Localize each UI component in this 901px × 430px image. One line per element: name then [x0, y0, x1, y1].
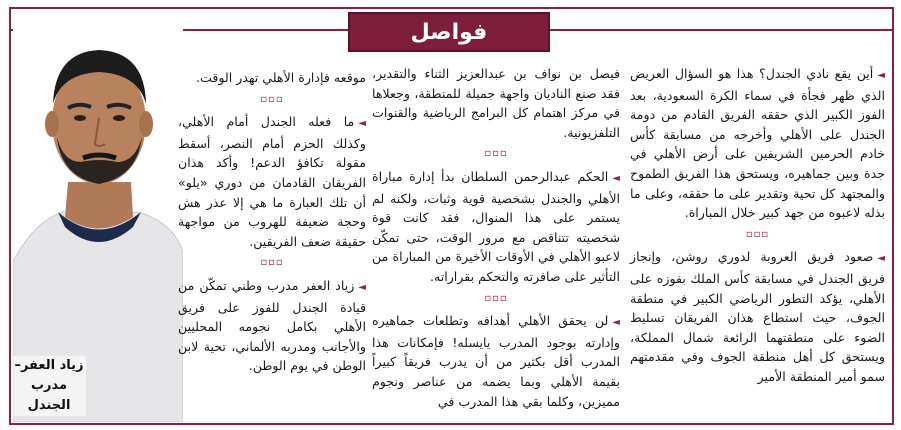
paragraph-text: الحكم عبدالرحمن السلطان بدأ إدارة مباراة الأهلي والجندل بشخصية قوية وثبات، ولكنه لم يستمر على هذا المنوال، فقد كانت قوة شخصيته تتناقص مع مرور الوقت، حتى تمكّن لاعبو الأهلي في الأوقات الأخيرة من المباراة من التأثير على صافرته والتحكم بقراراته.: [372, 168, 620, 284]
paragraph: [630, 247, 885, 386]
title-rule-right: [546, 29, 892, 31]
paragraph-text: موقعه فإدارة الأهلي تهدر الوقت.: [196, 70, 366, 85]
paragraph-text: فيصل بن نواف بن عبدالعزيز الثناء والتقدير، فقد صنع الناديان واجهة جميلة للمنطقة، وجعلاها في مركز اهتمام كل البرامج الرياضية والقنوات التلفزيونية.: [372, 66, 620, 140]
paragraph: [372, 64, 620, 142]
separator: ▫▫▫: [484, 148, 508, 160]
bullet-icon: ◄: [612, 317, 620, 329]
paragraph: [178, 276, 366, 376]
paragraph-text: أين يقع نادي الجندل؟ هذا هو السؤال العريض الذي ظهر فجأة في سماء الكرة السعودية، بعد الفوز الكبير الذي حققه الفريق القادم من دومة الجندل على الأهلي وأخرجه من مسابقة كأس خادم الحرمين الشريفين على أرض الأهلي في جدة وبين جماهيره، ويستحق هذا الفريق الطموح والمجتهد كل تحية وتقدير على ما حققه، وعلى ما بذله لاعبوه من جهد كبير خلال المباراة.: [630, 66, 885, 221]
caption-role: مدرب الجندل: [27, 378, 71, 413]
separator: ▫▫▫: [260, 257, 284, 269]
paragraph: [372, 311, 620, 411]
column-left: [178, 68, 366, 376]
column-right: [630, 64, 885, 387]
bullet-icon: ◄: [877, 70, 885, 81]
separator: ▫▫▫: [745, 228, 770, 240]
column-middle: [372, 64, 620, 411]
paragraph-text: صعود فريق العروبة لدوري روشن، وإنجاز فريق الجندل في مسابقة كأس الملك بفوزه على الأهلي، يؤكد التطور الرياضي الكبير في منطقة الجوف، حيث استطاع هذان الفريقان تسليط الضوء على منطقتهما الرائعة شمال المملكة، ويستحق كل أهل منطقة الجوف وفي مقدمتهم سمو أمير المنطقة الأمير: [630, 249, 885, 384]
bullet-icon: ◄: [358, 118, 366, 130]
paragraph-text: ما فعله الجندل أمام الأهلي، وكذلك الحزم أمام النصر، أسقط مقولة تكافؤ الدعم! وأكد هذان الفريقان القادمان من دوري «يلو» أن تلك العبارة ما هي إلا عذر هش وحجة ضعيفة للهروب من مواجهة حقيقة ضعف الفريقين.: [178, 114, 366, 249]
bullet-icon: ◄: [612, 172, 620, 184]
bullet-icon: ◄: [358, 281, 366, 293]
photo-caption: [12, 356, 86, 416]
paragraph: [630, 64, 885, 223]
paragraph-text: زياد العفر مدرب وطني تمكّن من قيادة الجندل للفوز على فريق الأهلي بكامل نجومه المحليين والأجانب ومدربه الألماني، تحية لابن الوطن في يوم الوطن.: [178, 277, 366, 374]
paragraph-text: لن يحقق الأهلي أهدافه وتطلعات جماهيره وإدارته بوجود المدرب يايسله! فإمكانات هذا المدرب أقل بكثير من أن يدرب فريقاً كبيراً بقيمة الأهلي وبما يضمه من عناصر ونجوم مميزين، وكلما بقي هذا المدرب في: [372, 313, 620, 409]
paragraph: [178, 68, 366, 88]
column-title: فواصل: [348, 12, 550, 52]
bullet-icon: ◄: [877, 253, 885, 265]
separator: ▫▫▫: [484, 292, 508, 304]
separator: ▫▫▫: [260, 93, 284, 105]
paragraph: [372, 167, 620, 287]
caption-name: زياد العفر–: [14, 358, 84, 373]
paragraph: [178, 112, 366, 251]
